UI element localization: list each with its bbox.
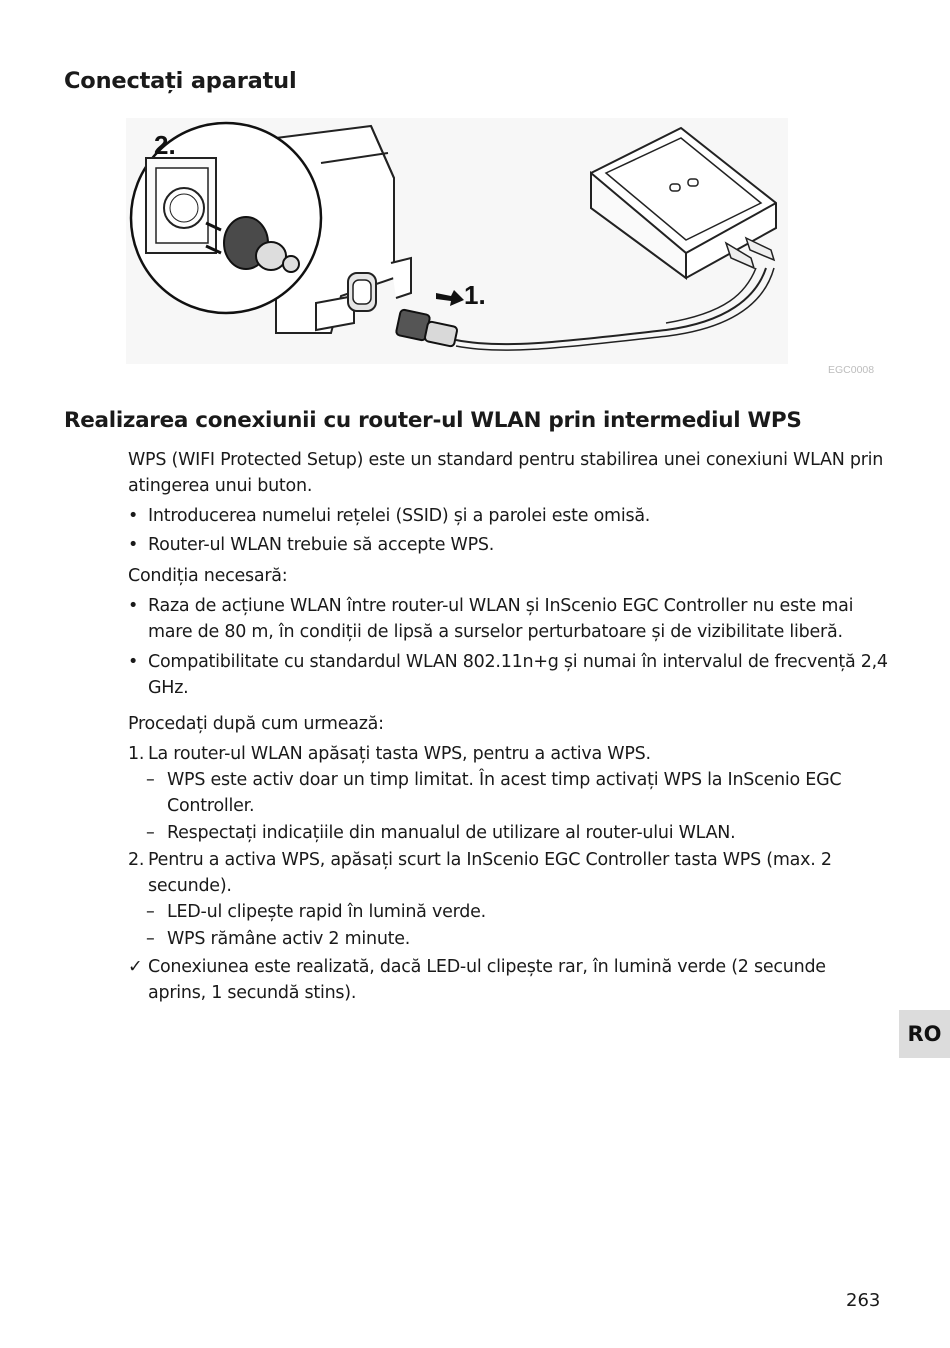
bullet-marker: • [128, 596, 139, 616]
dash-marker: – [146, 902, 155, 922]
dash-marker: – [146, 770, 155, 790]
bullet-marker: • [128, 652, 139, 672]
connection-illustration [126, 118, 788, 364]
list-item: • Compatibilitate cu standardul WLAN 802.11n+g și numai în intervalul de frecvență 2,4 GHz. [128, 649, 888, 701]
sub-item: – WPS este activ doar un timp limitat. În acest timp activați WPS la InScenio EGC Controller. [128, 767, 888, 819]
step-number: 2. [128, 850, 145, 870]
step-number: 1. [128, 744, 145, 764]
dash-marker: – [146, 929, 155, 949]
page-number: 263 [846, 1290, 881, 1311]
section-title-connect: Conectați aparatul [64, 68, 297, 94]
dash-marker: – [146, 823, 155, 843]
wps-instructions [128, 447, 888, 1006]
figure-code: EGC0008 [828, 364, 875, 376]
language-tab: RO [899, 1010, 950, 1058]
step-1-label: 1. [464, 280, 486, 310]
checkmark-icon: ✓ [128, 957, 143, 977]
bullet-marker: • [128, 535, 139, 555]
bullet-marker: • [128, 506, 139, 526]
step-2-label: 2. [154, 130, 176, 160]
sub-item: – WPS rămâne activ 2 minute. [128, 926, 888, 952]
result-item: ✓ Conexiunea este realizată, dacă LED-ul clipește rar, în lumină verde (2 secunde aprins, 1 secundă stins). [128, 954, 888, 1006]
step-item: 2. Pentru a activa WPS, apăsați scurt la InScenio EGC Controller tasta WPS (max. 2 secunde). [128, 847, 888, 899]
sub-item: – Respectați indicațiile din manualul de utilizare al router-ului WLAN. [128, 820, 888, 846]
condition-label: Condiția necesară: [128, 566, 288, 586]
step-item: 1. La router-ul WLAN apăsați tasta WPS, pentru a activa WPS. [128, 741, 888, 767]
intro-paragraph: WPS (WIFI Protected Setup) este un standard pentru stabilirea unei conexiuni WLAN prin atingerea unui buton. [128, 450, 884, 496]
list-item: • Raza de acțiune WLAN între router-ul WLAN și InScenio EGC Controller nu este mai mare de 80 m, în condiții de lipsă a surselor perturbatoare și de vizibilitate liberă. [128, 593, 888, 645]
list-item: • Introducerea numelui rețelei (SSID) și a parolei este omisă. [128, 503, 888, 529]
section-title-wps: Realizarea conexiunii cu router-ul WLAN prin intermediul WPS [64, 408, 802, 433]
sub-item: – LED-ul clipește rapid în lumină verde. [128, 899, 888, 925]
procedure-label: Procedați după cum urmează: [128, 714, 384, 734]
list-item: • Router-ul WLAN trebuie să accepte WPS. [128, 532, 888, 558]
